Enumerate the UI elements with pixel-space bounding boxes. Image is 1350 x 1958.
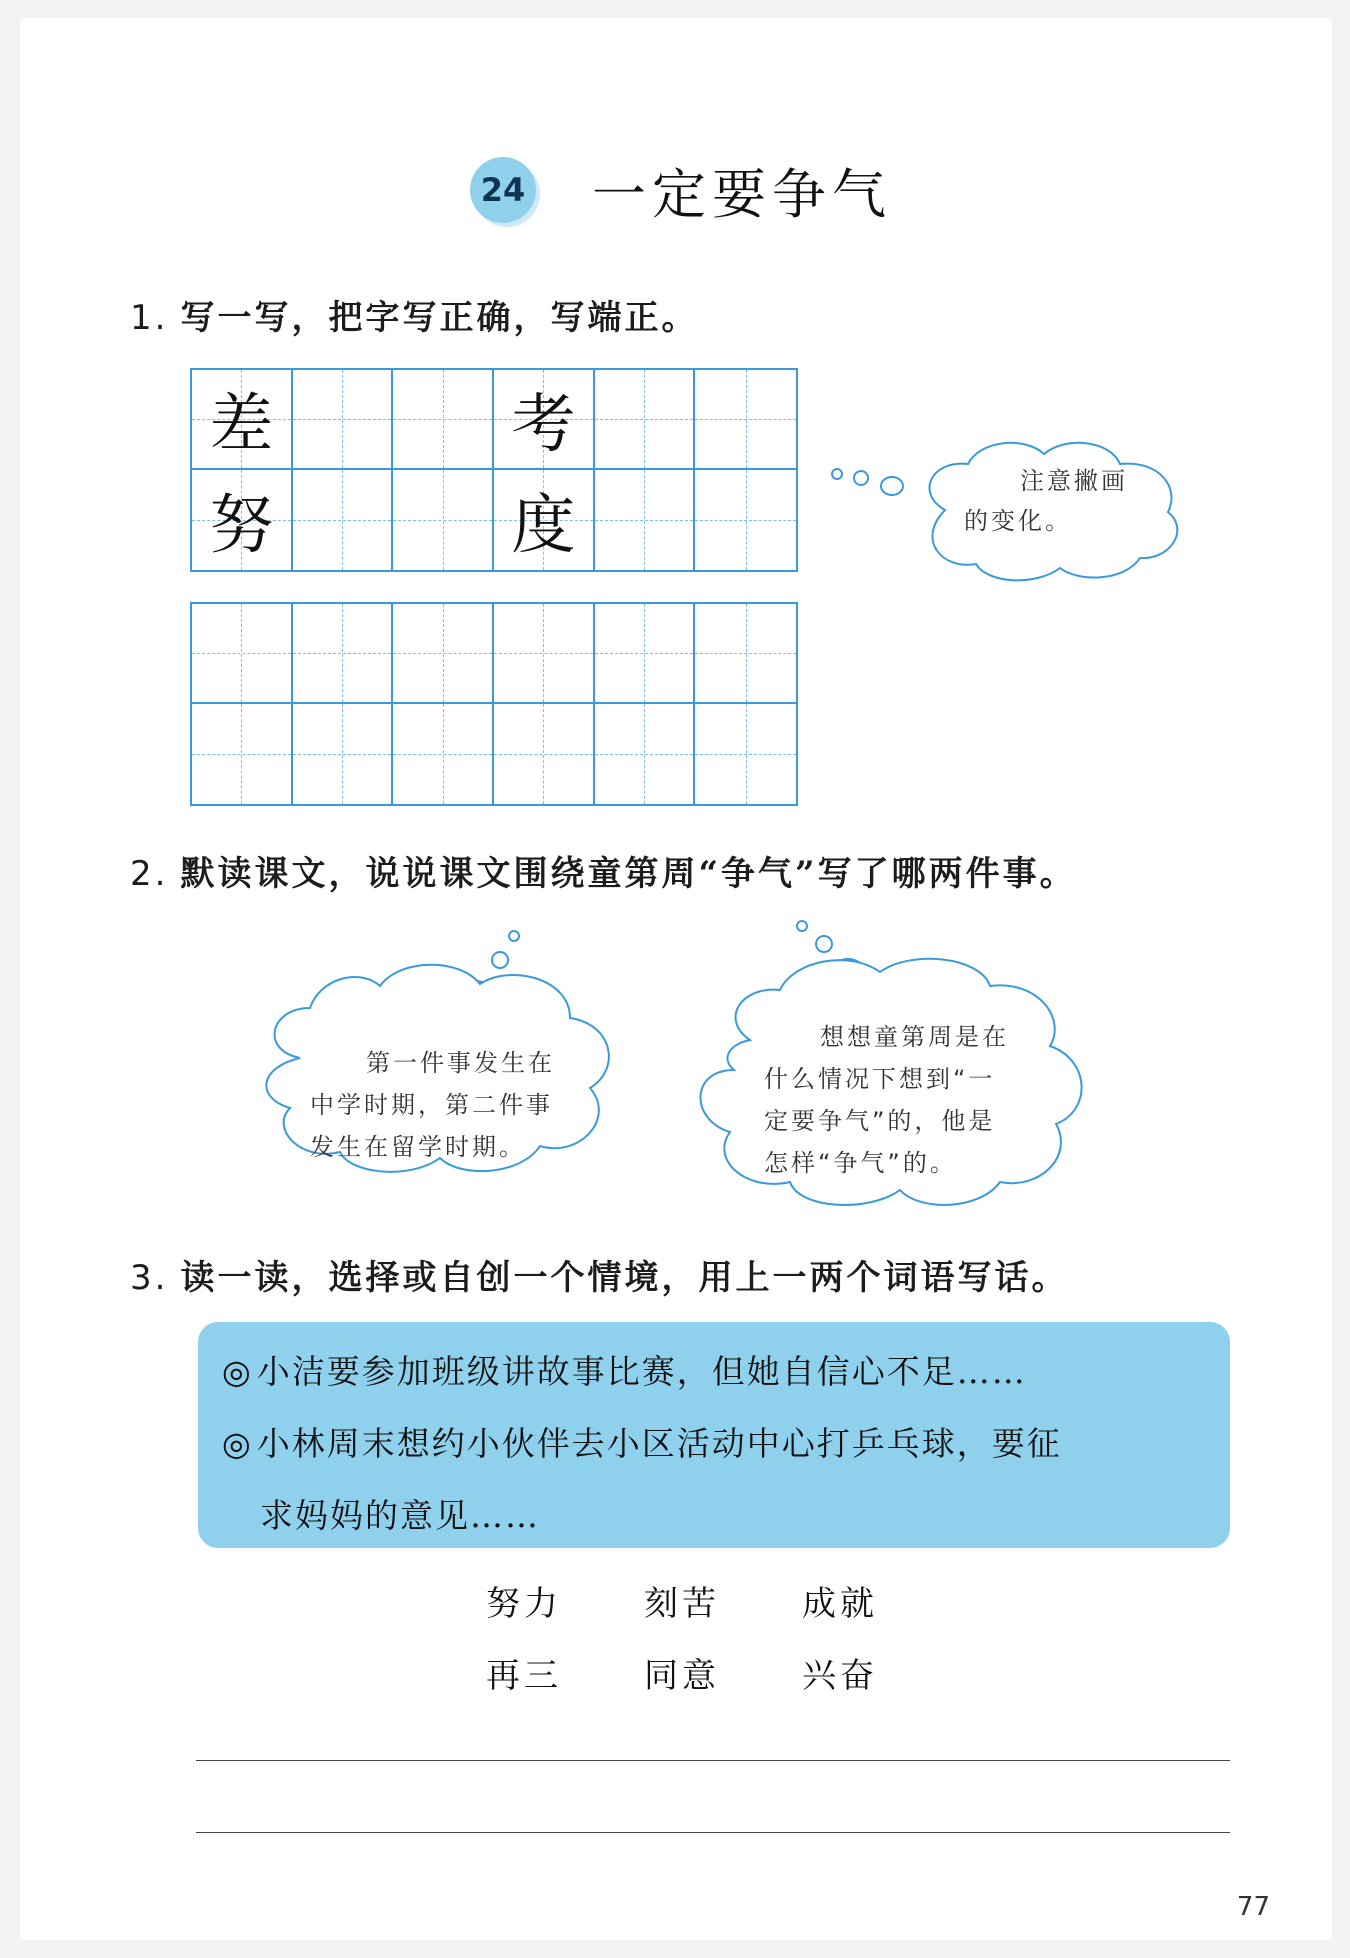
- scenario-2: ◎ 小林周末想约小伙伴去小区活动中心打乒乓球，要征: [222, 1424, 1062, 1463]
- scenario-2-continued: 求妈妈的意见……: [260, 1496, 540, 1535]
- grid-cell[interactable]: [695, 370, 796, 470]
- grid-cell[interactable]: [293, 604, 394, 704]
- word-item: 成就: [802, 1584, 878, 1624]
- grid-cell[interactable]: [293, 370, 394, 470]
- grid-cell[interactable]: [494, 370, 595, 470]
- grid-cell[interactable]: [393, 470, 494, 570]
- answer-line[interactable]: [196, 1832, 1230, 1833]
- grid-cell[interactable]: [695, 704, 796, 804]
- grid-cell[interactable]: [192, 704, 293, 804]
- question-number: 2.: [130, 854, 169, 894]
- grid-cell[interactable]: [494, 704, 595, 804]
- question-text: 写一写，把字写正确，写端正。: [180, 298, 699, 338]
- scenario-1: ◎ 小洁要参加班级讲故事比赛，但她自信心不足……: [222, 1352, 1027, 1391]
- grid-cell[interactable]: [192, 370, 293, 470]
- question-text: 读一读，选择或自创一个情境，用上一两个词语写话。: [180, 1258, 1069, 1298]
- cloud-right-line4: 怎样“争气”的。: [764, 1149, 957, 1177]
- bullet-circle-icon: ◎: [222, 1352, 253, 1391]
- question-3: [130, 1250, 1068, 1299]
- grid-cell[interactable]: [595, 704, 696, 804]
- question-2: [130, 846, 1077, 895]
- lesson-title: 一定要争气: [592, 162, 892, 226]
- lesson-number-badge: 24: [470, 157, 536, 223]
- word-item: 兴奋: [802, 1656, 878, 1696]
- grid-cell[interactable]: [293, 470, 394, 570]
- grid-cell[interactable]: [293, 704, 394, 804]
- grid-cell[interactable]: [393, 704, 494, 804]
- model-character: 差: [209, 388, 274, 462]
- word-item: 再三: [486, 1656, 562, 1696]
- grid-cell[interactable]: [393, 370, 494, 470]
- cloud-left-line2: 中学时期，第二件事: [310, 1091, 553, 1119]
- lesson-header: [470, 150, 892, 230]
- grid-cell[interactable]: [595, 604, 696, 704]
- cloud-left-line1: 第一件事发生在: [366, 1049, 555, 1077]
- grid-cell[interactable]: [595, 370, 696, 470]
- question-number: 1.: [130, 298, 169, 338]
- writing-grid-practice: [190, 602, 798, 806]
- tip-text-line1: 注意撇画: [1020, 467, 1128, 495]
- grid-cell[interactable]: [192, 470, 293, 570]
- grid-cell[interactable]: [192, 604, 293, 704]
- grid-cell[interactable]: [695, 470, 796, 570]
- word-item: 同意: [644, 1656, 720, 1696]
- cloud-left-line3: 发生在留学时期。: [310, 1133, 526, 1161]
- model-character: 努: [209, 489, 274, 563]
- scenario-box: [198, 1322, 1230, 1548]
- answer-line[interactable]: [196, 1760, 1230, 1761]
- word-item: 刻苦: [644, 1584, 720, 1624]
- question-text: 默读课文，说说课文围绕童第周“争气”写了哪两件事。: [180, 854, 1077, 894]
- model-character: 度: [511, 489, 576, 563]
- word-item: 努力: [486, 1584, 562, 1624]
- tip-text-line2: 的变化。: [964, 507, 1072, 535]
- grid-cell[interactable]: [695, 604, 796, 704]
- grid-cell[interactable]: [393, 604, 494, 704]
- page-number: 77: [1236, 1892, 1270, 1922]
- grid-cell[interactable]: [595, 470, 696, 570]
- grid-cell[interactable]: [494, 604, 595, 704]
- question-1: [130, 290, 698, 339]
- model-character: 考: [511, 388, 576, 462]
- question-number: 3.: [130, 1258, 169, 1298]
- cloud-right-line2: 什么情况下想到“一: [764, 1065, 996, 1093]
- grid-cell[interactable]: [494, 470, 595, 570]
- cloud-right-line1: 想想童第周是在: [820, 1023, 1009, 1051]
- cloud-right-line3: 定要争气”的，他是: [764, 1107, 996, 1135]
- writing-grid-example: [190, 368, 798, 572]
- bullet-circle-icon: ◎: [222, 1424, 253, 1463]
